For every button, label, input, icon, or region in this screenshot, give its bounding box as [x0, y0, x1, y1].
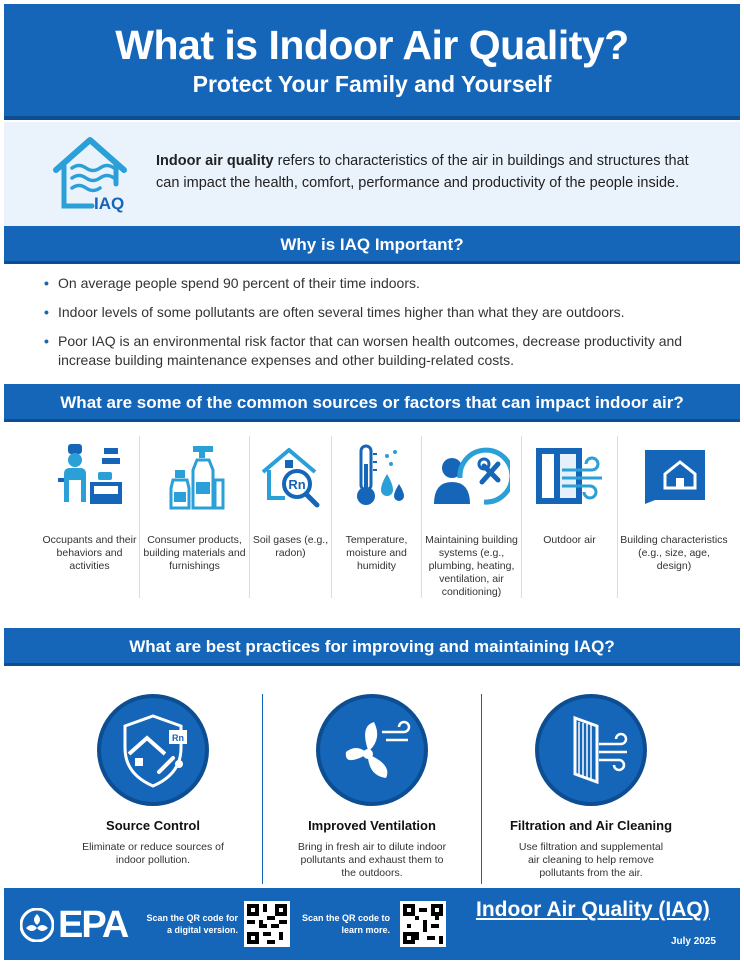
practice-radon-badge: Rn — [172, 733, 184, 743]
source-item-building-characteristics — [618, 436, 730, 598]
practice-title: Filtration and Air Cleaning — [509, 818, 673, 833]
header-banner — [4, 4, 740, 120]
practice-ventilation — [262, 694, 481, 884]
blueprint-house-icon — [639, 444, 709, 508]
infographic-page — [4, 4, 740, 960]
practice-source-control — [44, 694, 262, 884]
practice-title: Source Control — [106, 818, 200, 833]
spray-bottles-icon — [163, 440, 227, 512]
source-item-soil-gases — [250, 436, 332, 598]
why-bullets — [44, 274, 704, 380]
cook-icon — [54, 440, 126, 512]
source-label: Maintaining building systems (e.g., plumbing, heating, ventilation, air conditioning) — [425, 534, 518, 598]
practice-filtration — [481, 694, 700, 884]
filter-icon — [549, 708, 633, 792]
list-item: • On average people spend 90 percent of their time indoors. — [44, 274, 704, 293]
qr-code-icon — [247, 904, 287, 944]
source-label: Soil gases (e.g., radon) — [252, 534, 329, 559]
list-item: • Indoor levels of some pollutants are often several times higher than what they are outdoors. — [44, 303, 704, 322]
source-label: Outdoor air — [543, 534, 596, 546]
maintenance-person-icon — [434, 444, 510, 508]
sources-row — [40, 436, 730, 604]
epa-logo — [20, 906, 127, 944]
intro-text — [156, 150, 716, 194]
thermometer-droplets-icon — [347, 440, 407, 512]
source-item-products — [140, 436, 250, 598]
qr-code-learn[interactable] — [400, 901, 446, 947]
intro-section — [4, 122, 740, 226]
epa-logo-text: EPA — [58, 904, 128, 946]
window-wind-icon — [532, 444, 608, 508]
intro-lead: Indoor air quality — [156, 153, 274, 169]
source-item-occupants — [40, 436, 140, 598]
source-item-temperature — [332, 436, 422, 598]
footer-date: July 2025 — [670, 936, 716, 947]
practice-desc: Bring in fresh air to dilute indoor pollutants and exhaust them to the outdoors. — [297, 841, 447, 879]
footer — [4, 888, 740, 960]
source-label: Building characteristics (e.g., size, age, design) — [620, 534, 728, 572]
iaq-logo-icon — [48, 134, 132, 214]
practice-desc: Use filtration and supplemental air cleaning to help remove pollutants from the air. — [518, 841, 664, 879]
list-item: • Poor IAQ is an environmental risk factor that can worsen health outcomes, decrease productivity and increase building maintenance expenses and other building-related costs. — [44, 332, 704, 370]
practice-title: Improved Ventilation — [308, 818, 436, 833]
practices-heading: What are best practices for improving and maintaining IAQ? — [4, 628, 740, 666]
source-label: Temperature, moisture and humidity — [345, 534, 408, 572]
sources-heading: What are some of the common sources or factors that can impact indoor air? — [4, 384, 740, 422]
intro-body: refers to characteristics of the air in buildings and structures that can impact the health, comfort, performance and productivity of the people inside. — [156, 153, 689, 191]
page-subtitle: Protect Your Family and Yourself — [192, 71, 552, 97]
qr-code-digital[interactable] — [244, 901, 290, 947]
practice-badge — [316, 694, 428, 806]
page-title: What is Indoor Air Quality? — [115, 22, 629, 68]
shield-house-icon — [111, 708, 195, 792]
qr-code-icon — [403, 904, 443, 944]
scan-text-digital: Scan the QR code for a digital version. — [146, 913, 238, 935]
why-heading: Why is IAQ Important? — [4, 226, 740, 264]
source-label: Occupants and their behaviors and activities — [42, 534, 137, 572]
source-item-outdoor-air — [522, 436, 618, 598]
practices-row — [44, 694, 700, 884]
radon-house-icon — [259, 444, 323, 508]
source-item-building-systems — [422, 436, 522, 598]
practice-badge — [535, 694, 647, 806]
scan-text-learn: Scan the QR code to learn more. — [301, 913, 390, 935]
practice-badge — [97, 694, 209, 806]
footer-title[interactable]: Indoor Air Quality (IAQ) — [476, 898, 710, 921]
epa-flower-icon — [20, 908, 54, 942]
iaq-logo-text: IAQ — [94, 194, 125, 213]
practice-desc: Eliminate or reduce sources of indoor pollution. — [82, 841, 224, 866]
fan-icon — [330, 708, 414, 792]
source-label: Consumer products, building materials and furnishings — [143, 534, 246, 572]
radon-badge: Rn — [287, 477, 306, 492]
